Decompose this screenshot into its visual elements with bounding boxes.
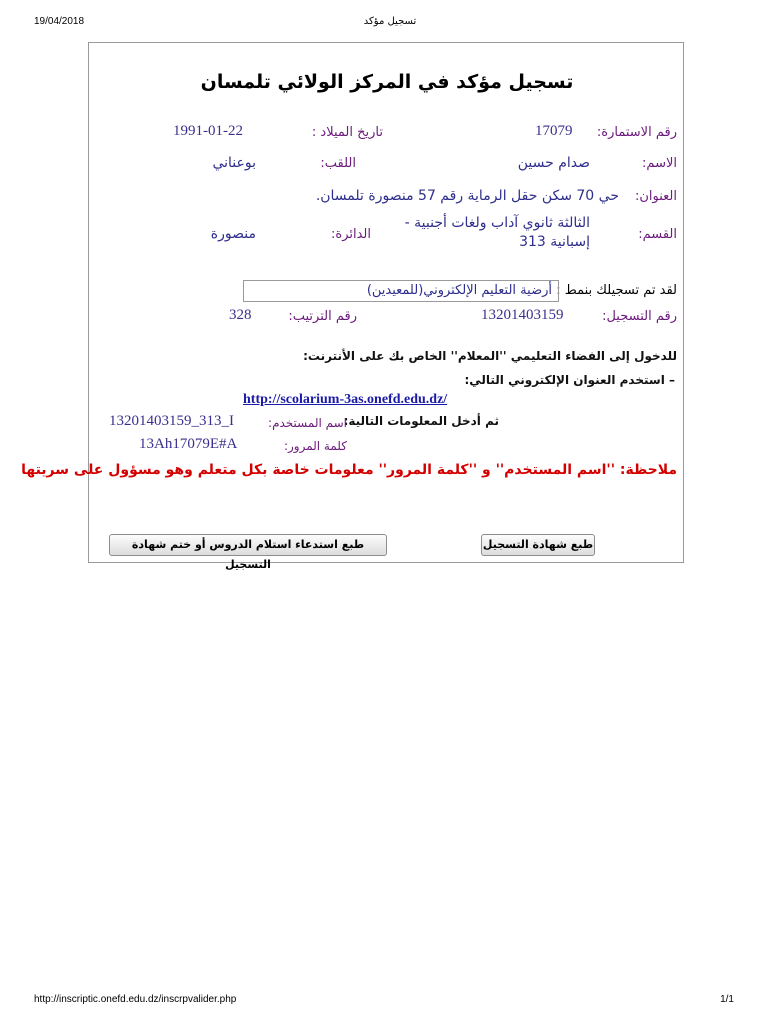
username-label: اسم المستخدم: [268, 416, 347, 430]
registration-mode-label: لقد تم تسجيلك بنمط : [556, 283, 677, 298]
password-label: كلمة المرور: [283, 439, 347, 453]
print-footer-url: http://inscriptic.onefd.edu.dz/inscrpvalider.php [34, 994, 237, 1005]
form-number-label: رقم الاستمارة: [596, 125, 677, 140]
scolarium-link[interactable]: http://scolarium-3as.onefd.edu.dz/ [243, 392, 448, 407]
section-label: القسم: [638, 227, 677, 242]
access-intro: للدخول إلى الفضاء التعليمي ''المعلام'' الخاص بك على الأنترنت: [303, 349, 677, 363]
username-value: 13201403159_313_I [109, 413, 234, 429]
privacy-note: ملاحظة: ''اسم المستخدم'' و ''كلمة المرور'' معلومات خاصة بكل متعلم وهو مسؤول على سريتها [21, 462, 677, 478]
print-summons-button[interactable]: طبع استدعاء استلام الدروس أو ختم شهادة التسجيل [109, 534, 387, 556]
registration-frame [21, 42, 684, 571]
use-address-text: – استخدم العنوان الإلكتروني التالي: [464, 373, 675, 387]
section-value-line2: إسبانية 313 [519, 234, 590, 250]
print-certificate-button[interactable]: طبع شهادة التسجيل [481, 534, 595, 556]
enter-info-text: ثم أدخل المعلومات التالية: [343, 414, 499, 428]
birth-date-label: تاريخ الميلاد : [311, 125, 383, 140]
district-value: منصورة [210, 226, 256, 242]
print-footer-page-number: 1/1 [720, 994, 734, 1005]
print-header-date: 19/04/2018 [34, 16, 85, 27]
address-label: العنوان: [634, 189, 677, 204]
registration-mode-box: أرضية التعليم الإلكتروني(للمعيدين) [243, 280, 559, 302]
registration-number-label: رقم التسجيل: [602, 309, 677, 324]
last-name-value: بوعناني [212, 155, 256, 171]
district-label: الدائرة: [331, 227, 371, 242]
address-value: حي 70 سكن حقل الرماية رقم 57 منصورة تلمسان. [315, 188, 619, 204]
section-value-line1: الثالثة ثانوي آداب ولغات أجنبية - [404, 215, 590, 231]
form-number-value: 17079 [535, 123, 573, 139]
first-name-label: الاسم: [642, 156, 677, 171]
birth-date-value: 1991-01-22 [173, 123, 243, 139]
last-name-label: اللقب: [320, 156, 356, 171]
registration-number-value: 13201403159 [481, 307, 564, 323]
rank-label: رقم الترتيب: [288, 309, 357, 324]
page-title: تسجيل مؤكد في المركز الولائي تلمسان [200, 71, 574, 93]
print-header-title: تسجيل مؤكد [363, 16, 417, 27]
password-value: 13Ah17079E#A [139, 436, 238, 452]
rank-value: 328 [229, 307, 252, 323]
first-name-value: صدام حسين [517, 155, 590, 171]
